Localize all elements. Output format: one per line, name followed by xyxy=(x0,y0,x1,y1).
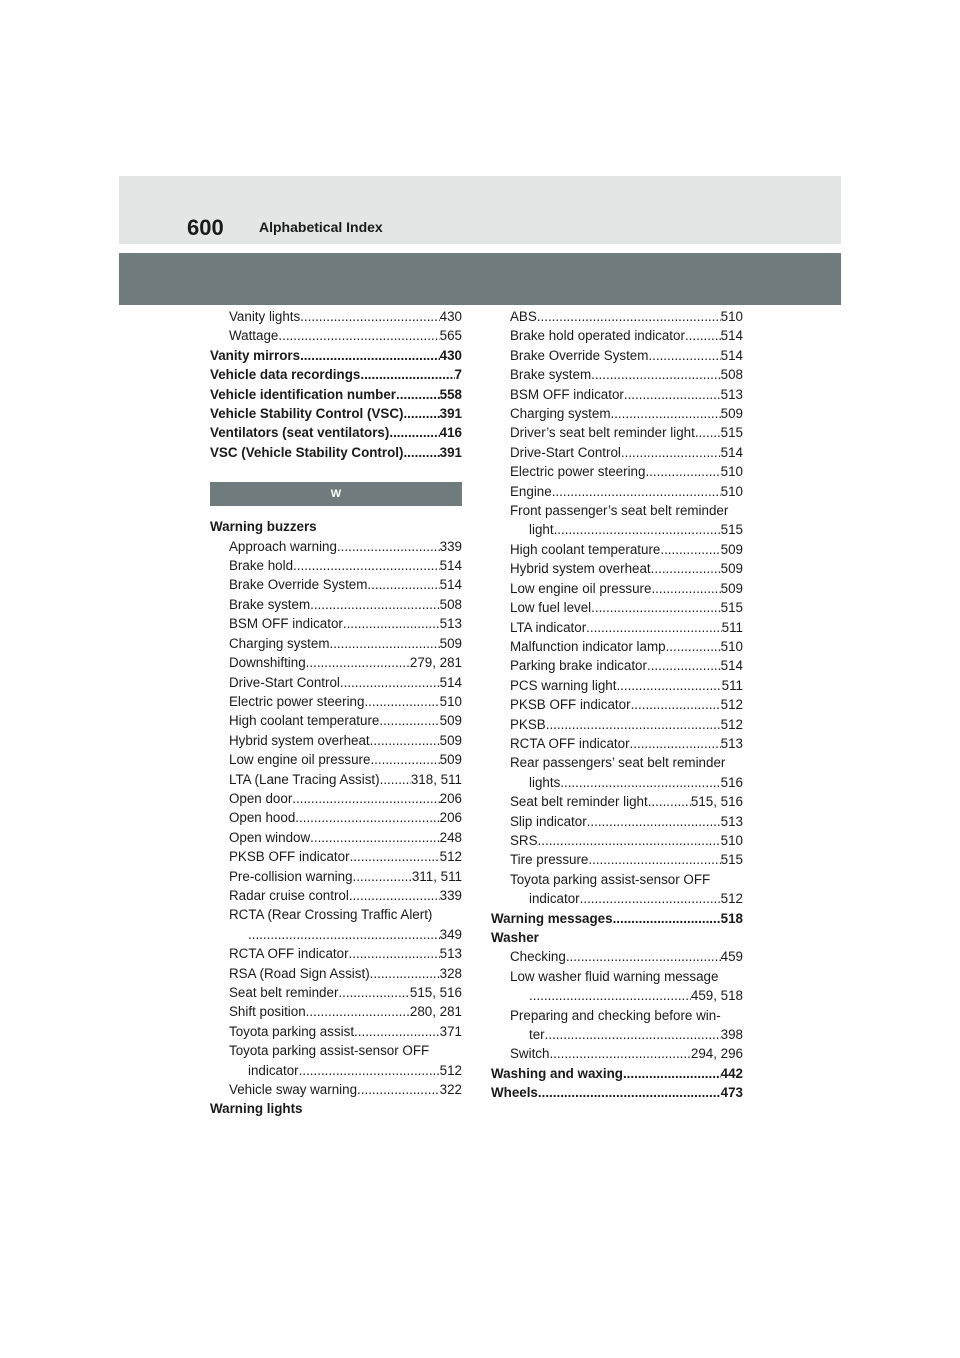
index-entry: Brake system ..... 508 xyxy=(210,595,462,614)
index-entry: SRS ..... 510 xyxy=(491,831,743,850)
index-entry: High coolant temperature ..... 509 xyxy=(210,711,462,730)
index-entry: PKSB OFF indicator ..... 512 xyxy=(491,695,743,714)
index-entry: Ventilators (seat ventilators) ..... 416 xyxy=(210,423,462,442)
index-entry: Shift position ..... 280, 281 xyxy=(210,1002,462,1021)
index-entry: Vanity mirrors ..... 430 xyxy=(210,346,462,365)
index-entry-line: Preparing and checking before win- xyxy=(510,1007,721,1023)
index-entry: Vehicle Stability Control (VSC) ..... 391 xyxy=(210,404,462,423)
index-entry: Vanity lights ..... 430 xyxy=(210,307,462,326)
index-entry: Hybrid system overheat ..... 509 xyxy=(210,731,462,750)
index-entry: RCTA OFF indicator ..... 513 xyxy=(491,734,743,753)
index-column-right xyxy=(491,307,743,1103)
index-entry: PKSB OFF indicator ..... 512 xyxy=(210,847,462,866)
index-entry: PCS warning light ..... 511 xyxy=(491,676,743,695)
index-entry-line: Front passenger’s seat belt reminder xyxy=(510,503,729,519)
index-entry: Hybrid system overheat ..... 509 xyxy=(491,559,743,578)
index-entry: Open door ..... 206 xyxy=(210,789,462,808)
index-entry: Washing and waxing ..... 442 xyxy=(491,1064,743,1083)
index-entry-continuation: ..... 459, 518 xyxy=(491,986,743,1005)
index-entry: Open window ..... 248 xyxy=(210,828,462,847)
index-entry: Driver’s seat belt reminder light ..... 515 xyxy=(491,423,743,442)
index-entry-continuation: lights ..... 516 xyxy=(491,773,743,792)
index-entry: Downshifting ..... 279, 281 xyxy=(210,653,462,672)
index-entry: Seat belt reminder light ..... 515, 516 xyxy=(491,792,743,811)
index-entry: Drive-Start Control ..... 514 xyxy=(491,443,743,462)
index-entry: Brake Override System ..... 514 xyxy=(210,575,462,594)
index-entry: Electric power steering ..... 510 xyxy=(491,462,743,481)
index-entry: Low fuel level ..... 515 xyxy=(491,598,743,617)
index-entry: Drive-Start Control ..... 514 xyxy=(210,673,462,692)
index-entry: Malfunction indicator lamp ..... 510 xyxy=(491,637,743,656)
index-entry: Radar cruise control ..... 339 xyxy=(210,886,462,905)
index-entry: BSM OFF indicator ..... 513 xyxy=(210,614,462,633)
index-entry-line: RCTA (Rear Crossing Traffic Alert) xyxy=(229,907,433,923)
index-entry: LTA indicator ..... 511 xyxy=(491,618,743,637)
section-letter-bar: W xyxy=(210,482,462,506)
index-column-left xyxy=(210,307,462,1119)
index-entry: Parking brake indicator ..... 514 xyxy=(491,656,743,675)
index-heading: Warning buzzers xyxy=(210,519,317,535)
index-entry: Open hood ..... 206 xyxy=(210,808,462,827)
index-entry-line: Toyota parking assist-sensor OFF xyxy=(510,871,711,887)
index-entry-continuation: indicator ..... 512 xyxy=(491,889,743,908)
index-entry: Warning messages ..... 518 xyxy=(491,909,743,928)
page-title: Alphabetical Index xyxy=(259,219,383,235)
index-entry: Seat belt reminder ..... 515, 516 xyxy=(210,983,462,1002)
index-heading: Warning lights xyxy=(210,1101,303,1117)
index-entry: Slip indicator ..... 513 xyxy=(491,812,743,831)
index-entry: Pre-collision warning ..... 311, 511 xyxy=(210,867,462,886)
index-entry: Charging system ..... 509 xyxy=(210,634,462,653)
index-entry: RCTA OFF indicator ..... 513 xyxy=(210,944,462,963)
index-entry: Engine ..... 510 xyxy=(491,482,743,501)
index-entry-continuation: light ..... 515 xyxy=(491,520,743,539)
index-entry: RSA (Road Sign Assist) ..... 328 xyxy=(210,964,462,983)
index-entry: Brake Override System ..... 514 xyxy=(491,346,743,365)
index-entry: Switch ..... 294, 296 xyxy=(491,1044,743,1063)
index-entry-line: Toyota parking assist-sensor OFF xyxy=(229,1043,430,1059)
index-entry: VSC (Vehicle Stability Control) ..... 391 xyxy=(210,443,462,462)
index-entry: Brake system ..... 508 xyxy=(491,365,743,384)
index-entry-continuation: ..... 349 xyxy=(210,925,462,944)
index-entry: BSM OFF indicator ..... 513 xyxy=(491,385,743,404)
index-entry: Vehicle sway warning ..... 322 xyxy=(210,1080,462,1099)
index-entry-continuation: ter ..... 398 xyxy=(491,1025,743,1044)
index-entry: Electric power steering ..... 510 xyxy=(210,692,462,711)
index-entry: Brake hold ..... 514 xyxy=(210,556,462,575)
page-number: 600 xyxy=(187,215,224,240)
index-entry: Low engine oil pressure ..... 509 xyxy=(491,579,743,598)
index-entry: LTA (Lane Tracing Assist) ..... 318, 511 xyxy=(210,770,462,789)
index-entry: Charging system ..... 509 xyxy=(491,404,743,423)
index-entry: Approach warning ..... 339 xyxy=(210,537,462,556)
index-entry: High coolant temperature ..... 509 xyxy=(491,540,743,559)
index-entry: Low engine oil pressure ..... 509 xyxy=(210,750,462,769)
index-entry: Brake hold operated indicator ..... 514 xyxy=(491,326,743,345)
header-band xyxy=(119,176,841,244)
index-entry-continuation: indicator ..... 512 xyxy=(210,1061,462,1080)
index-heading: Washer xyxy=(491,930,539,945)
index-entry-line: Rear passengers’ seat belt reminder xyxy=(510,755,726,771)
index-entry: Checking ..... 459 xyxy=(491,947,743,966)
index-entry: PKSB ..... 512 xyxy=(491,715,743,734)
index-entry: ABS ..... 510 xyxy=(491,307,743,326)
index-entry: Vehicle data recordings ..... 7 xyxy=(210,365,462,384)
index-entry: Toyota parking assist ..... 371 xyxy=(210,1022,462,1041)
index-entry-line: Low washer fluid warning message xyxy=(510,968,719,984)
index-entry: Vehicle identification number ..... 558 xyxy=(210,385,462,404)
index-entry: Tire pressure ..... 515 xyxy=(491,850,743,869)
index-entry: Wattage ..... 565 xyxy=(210,326,462,345)
header-dark-band xyxy=(119,253,841,305)
index-entry: Wheels ..... 473 xyxy=(491,1083,743,1102)
